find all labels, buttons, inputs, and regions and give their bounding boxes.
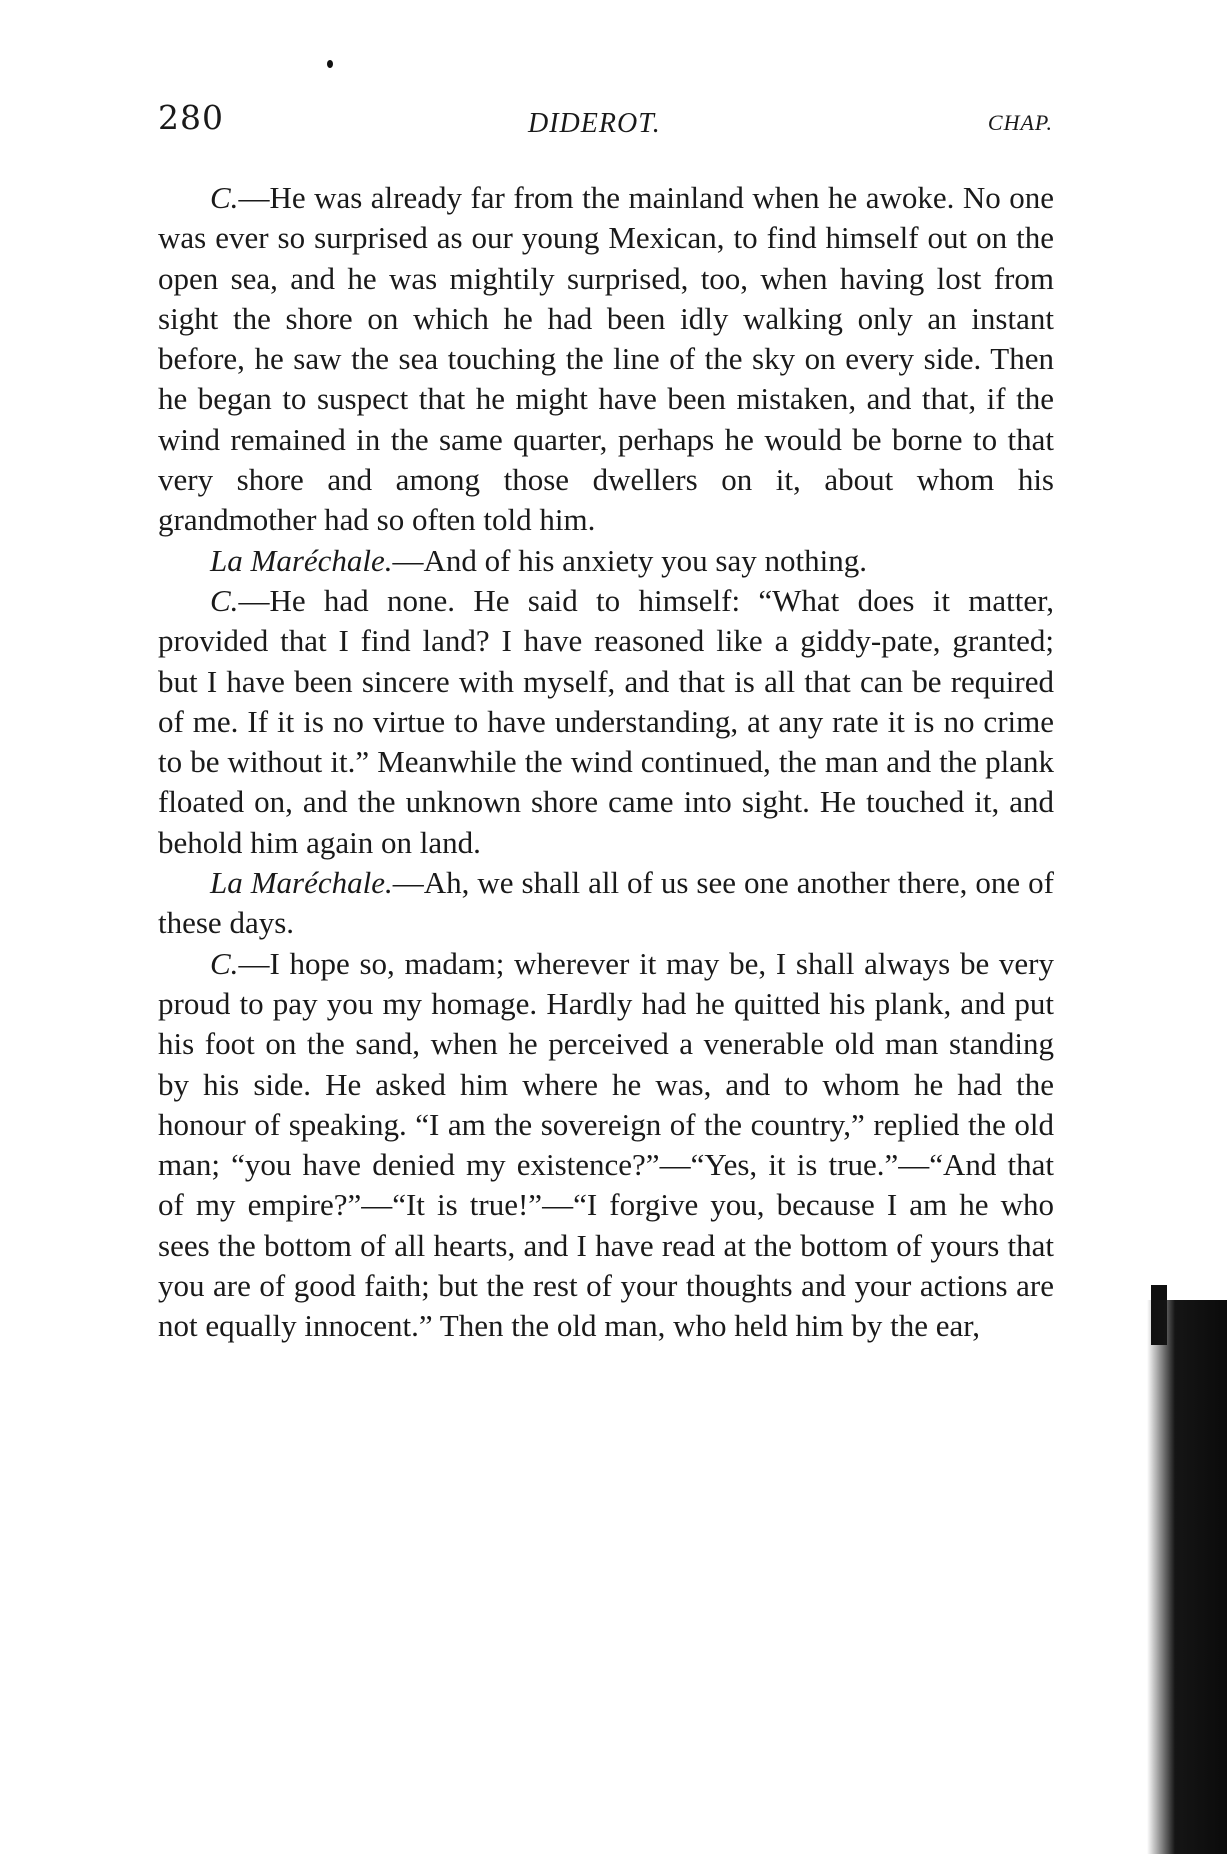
speaker-name: C. [210,945,239,981]
paragraph [158,863,1054,944]
paragraph-text: —He was already far from the mainland when he awoke. No one was ever so surprised as our young Mexican, to find himself out on the open sea, and he was mightily surprised, too, when having lost from sight the shore on which he had been idly walking only an instant before, he saw the sea touching the line of the sky on every side. Then he began to suspect that he might have been mistaken, and that, if the wind remained in the same quarter, perhaps he would be borne to that very shore and among those dwellers on it, about whom his grandmother had so often told him. [158,180,1054,538]
paragraph [158,541,1054,581]
running-title: DIDEROT. [528,108,661,139]
paragraph-text: —He had none. He said to himself: “What does it matter, provided that I find land? I have reasoned like a giddy-pate, granted; but I have been sincere with myself, and that is all that can be required of me. If it is no virtue to have understanding, at any rate it is no crime to be without it.” Meanwhile the wind continued, the man and the plank floated on, and the unknown shore came into sight. He touched it, and behold him again on land. [158,582,1054,860]
page-header [158,98,1053,142]
paragraph-text: —I hope so, madam; wherever it may be, I shall always be very proud to pay you my homage. Hardly had he quitted his plank, and put his foot on the sand, when he perceived a venerable old man standing by his side. He asked him where he was, and to whom he had the honour of speaking. “I am the sovereign of the country,” replied the old man; “you have denied my existence?”—“Yes, it is true.”—“And that of my empire?”—“It is true!”—“I forgive you, because I am he who sees the bottom of all hearts, and I have read at the bottom of yours that you are of good faith; but the rest of your thoughts and your actions are not equally innocent.” Then the old man, who held him by the ear, [158,945,1054,1344]
paragraph [158,581,1054,863]
speaker-name: La Maréchale. [210,542,393,578]
binding-shadow [1147,1300,1227,1854]
paragraph [158,178,1054,541]
paragraph [158,944,1054,1347]
paragraph-text: —Ah, we shall all of us see one another there, one of these days. [158,865,1054,941]
speaker-name: C. [210,582,239,618]
ink-speck [327,60,333,68]
body-text [158,178,1054,1347]
page-number: 280 [158,98,224,137]
speaker-name: La Maréchale. [210,865,393,901]
speaker-name: C. [210,180,239,215]
chapter-label: CHAP. [987,110,1053,135]
paragraph-text: —And of his anxiety you say nothing. [392,542,867,578]
